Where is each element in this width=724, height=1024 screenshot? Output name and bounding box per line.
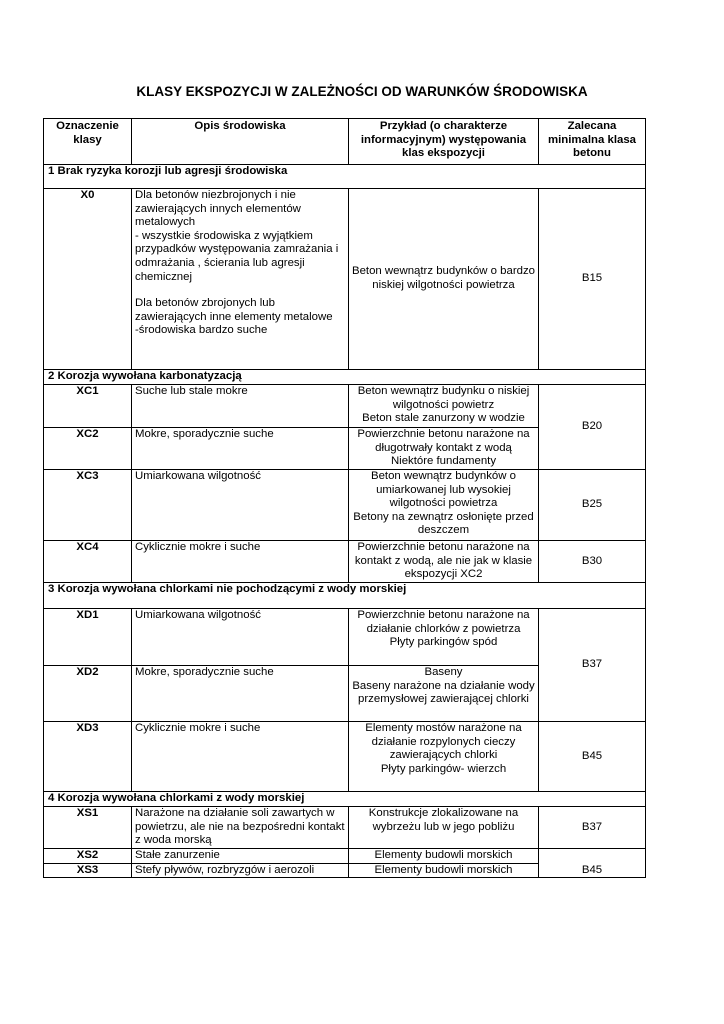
concrete-class: B20 — [539, 385, 646, 470]
example: Powierzchnie betonu narażone na kontakt z wodą, ale nie jak w klasie ekspozycji XC2 — [349, 541, 539, 583]
section-title: 3 Korozja wywołana chlorkami nie pochodzącymi z wody morskiej — [44, 583, 646, 609]
example: Beton wewnątrz budynków o bardzo niskiej wilgotności powietrza — [349, 189, 539, 370]
class-code: XS3 — [44, 863, 132, 878]
environment-description: Cyklicznie mokre i suche — [132, 541, 349, 583]
section-row — [44, 165, 646, 189]
example-line: Powierzchnie betonu narażone na długotrwały kontakt z wodą — [357, 428, 530, 454]
concrete-class: B45 — [539, 849, 646, 878]
concrete-class: B30 — [539, 541, 646, 583]
example-line: Elementy mostów narażone na działanie rozpylonych cieczy zawierających chlorki — [365, 722, 522, 762]
section-title: 1 Brak ryzyka korozji lub agresji środowiska — [44, 165, 646, 189]
example — [349, 428, 539, 470]
class-code: XD1 — [44, 609, 132, 666]
header-code: Oznaczenie klasy — [44, 119, 132, 165]
section-row — [44, 792, 646, 807]
description-line: Dla betonów zbrojonych lub zawierających inne elementy metalowe — [135, 297, 333, 323]
environment-description: Umiarkowana wilgotność — [132, 609, 349, 666]
section-row — [44, 370, 646, 385]
header-concrete-class: Zalecana minimalna klasa betonu — [539, 119, 646, 165]
class-code: XC3 — [44, 470, 132, 541]
concrete-class: B37 — [539, 609, 646, 722]
class-code: X0 — [44, 189, 132, 370]
table-row — [44, 722, 646, 792]
example — [349, 470, 539, 541]
example-line: Beton wewnątrz budynków o umiarkowanej lub wysokiej wilgotności powietrza — [371, 470, 516, 510]
table-row — [44, 807, 646, 849]
example: Elementy budowli morskich — [349, 863, 539, 878]
class-code: XD3 — [44, 722, 132, 792]
example-line: Baseny narażone na działanie wody przemysłowej zawierającej chlorki — [352, 679, 535, 706]
example-line: Baseny — [424, 666, 463, 678]
environment-description — [132, 189, 349, 370]
table-row — [44, 541, 646, 583]
example-line: Beton stale zanurzony w wodzie — [362, 412, 525, 425]
example-line: Powierzchnie betonu narażone na działanie chlorków z powietrza — [357, 609, 530, 635]
description-line: -środowiska bardzo suche — [135, 324, 268, 337]
environment-description: Cyklicznie mokre i suche — [132, 722, 349, 792]
class-code: XS1 — [44, 807, 132, 849]
class-code: XC2 — [44, 428, 132, 470]
example-line: Beton wewnątrz budynku o niskiej wilgotności powietrz — [357, 385, 530, 411]
example-line: Niektóre fundamenty — [390, 455, 497, 468]
concrete-class: B37 — [539, 807, 646, 849]
environment-description: Mokre, sporadycznie suche — [132, 428, 349, 470]
header-example: Przykład (o charakterze informacyjnym) występowania klas ekspozycji — [349, 119, 539, 165]
environment-description: Stefy pływów, rozbryzgów i aerozoli — [132, 863, 349, 878]
example — [349, 609, 539, 666]
example-line: Płyty parkingów- wierzch — [380, 762, 507, 775]
concrete-class: B45 — [539, 722, 646, 792]
class-code: XC1 — [44, 385, 132, 428]
description-line: - wszystkie środowiska z wyjątkiem przypadków występowania zamrażania i odmrażania , ścierania lub agresji chemicznej — [135, 229, 339, 283]
header-description: Opis środowiska — [132, 119, 349, 165]
table-row — [44, 189, 646, 370]
example-line: Płyty parkingów spód — [389, 636, 498, 649]
exposure-classes-table — [43, 118, 646, 878]
example — [349, 722, 539, 792]
environment-description: Narażone na działanie soli zawartych w powietrzu, ale nie na bezpośredni kontakt z woda morską — [132, 807, 349, 849]
example-line: Betony na zewnątrz osłonięte przed deszczem — [353, 510, 534, 537]
example — [349, 666, 539, 722]
table-row — [44, 470, 646, 541]
header-row — [44, 119, 646, 165]
table-row — [44, 609, 646, 666]
environment-description: Suche lub stale mokre — [132, 385, 349, 428]
table-row — [44, 385, 646, 428]
example: Konstrukcje zlokalizowane na wybrzeżu lub w jego pobliżu — [349, 807, 539, 849]
class-code: XC4 — [44, 541, 132, 583]
environment-description: Stałe zanurzenie — [132, 849, 349, 864]
section-title: 4 Korozja wywołana chlorkami z wody morskiej — [44, 792, 646, 807]
example — [349, 385, 539, 428]
environment-description: Umiarkowana wilgotność — [132, 470, 349, 541]
class-code: XD2 — [44, 666, 132, 722]
concrete-class: B15 — [539, 189, 646, 370]
page-title: KLASY EKSPOZYCJI W ZALEŻNOŚCI OD WARUNKÓW ŚRODOWISKA — [136, 84, 588, 99]
description-line: Dla betonów niezbrojonych i nie zawierających innych elementów metalowych — [135, 189, 301, 229]
section-row — [44, 583, 646, 609]
environment-description: Mokre, sporadycznie suche — [132, 666, 349, 722]
concrete-class: B25 — [539, 470, 646, 541]
class-code: XS2 — [44, 849, 132, 864]
section-title: 2 Korozja wywołana karbonatyzacją — [44, 370, 646, 385]
example: Elementy budowli morskich — [349, 849, 539, 864]
table-row — [44, 849, 646, 864]
